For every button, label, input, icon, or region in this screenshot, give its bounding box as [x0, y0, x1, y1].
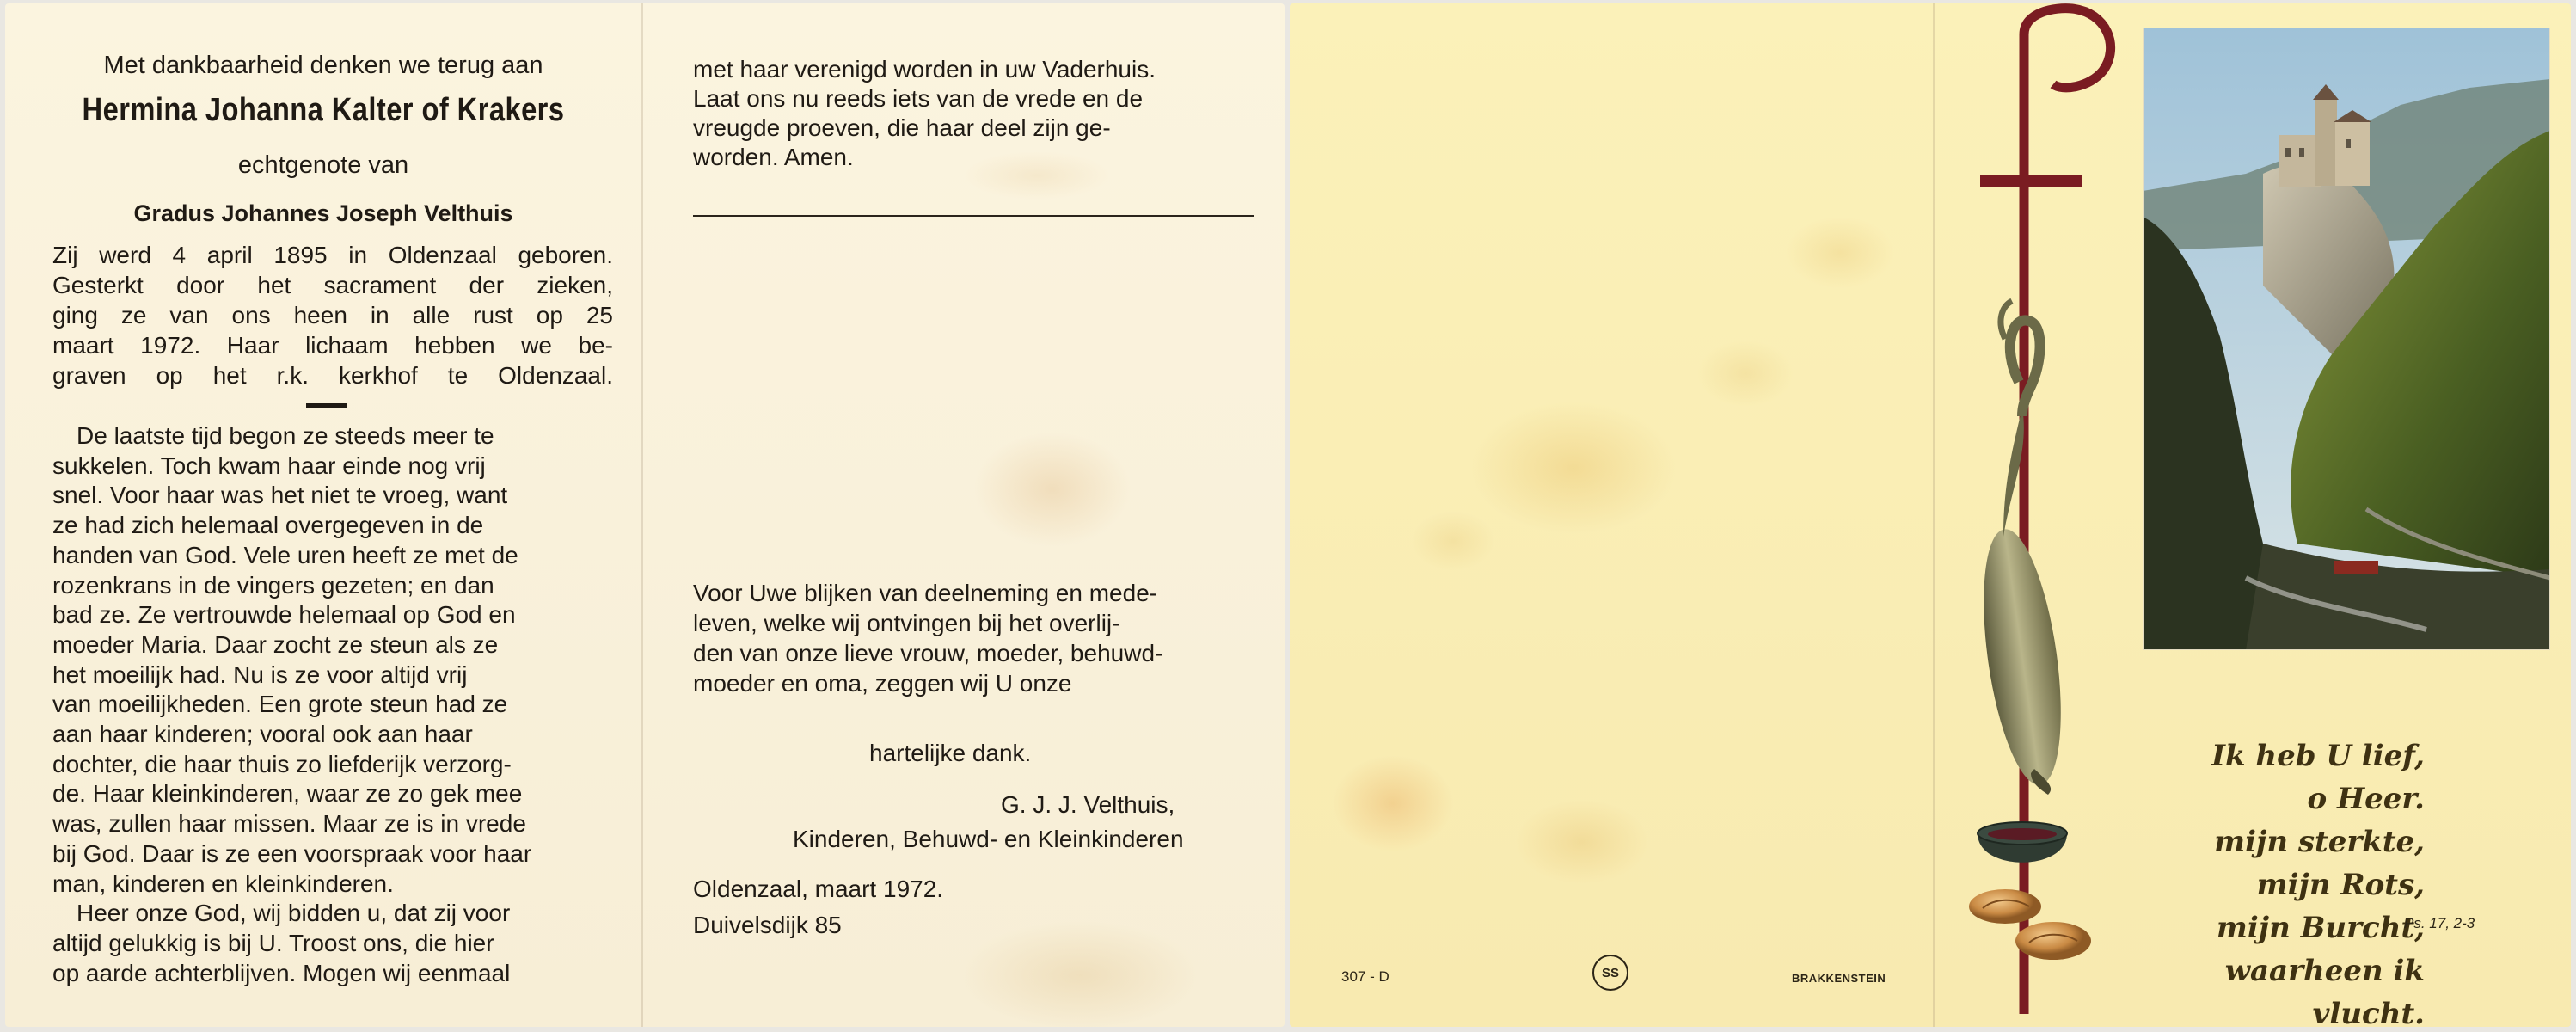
continuation-line: met haar verenigd worden in uw Vaderhuis. — [693, 56, 1156, 83]
body-line: bij God. Daar is ze een voorspraak voor haar — [52, 839, 532, 867]
separator-line — [693, 215, 1254, 217]
thanks-line: moeder en oma, zeggen wij U onze — [693, 670, 1072, 697]
spouse-intro: echtgenote van — [237, 151, 409, 179]
thanks-paragraph — [693, 578, 1260, 698]
body-line: het moeilijk had. Nu is ze voor altijd vrij — [52, 660, 468, 688]
continuation-paragraph — [693, 55, 1260, 172]
address: Duivelsdijk 85 — [693, 912, 842, 938]
card-fold — [641, 3, 643, 1027]
publisher-name: BRAKKENSTEIN — [1792, 972, 1886, 985]
memorial-card-text-side — [5, 3, 1285, 1027]
thanks-line: Voor Uwe blijken van deelneming en mede- — [693, 580, 1158, 606]
body-line: aan haar kinderen; vooral ook aan haar — [52, 721, 473, 748]
body-line: moeder Maria. Daar zocht ze steun als ze — [52, 630, 499, 658]
bio-line: Zij werd 4 april 1895 in Oldenzaal geboren. — [52, 242, 613, 268]
body-line: op aarde achterblijven. Mogen wij eenmaal — [52, 959, 511, 986]
verse-line: mijn Rots, mijn Burcht, — [2216, 868, 2425, 945]
body-line: man, kinderen en kleinkinderen. — [52, 869, 394, 897]
place-date: Oldenzaal, maart 1972. — [693, 875, 944, 902]
deceased-name: Hermina Johanna Kalter of Krakers — [82, 92, 565, 128]
memorial-card-picture-side — [1290, 3, 2571, 1027]
verse-line: Ik heb U lief, o Heer. — [2211, 739, 2425, 816]
thanks-closing: hartelijke dank. — [869, 740, 1032, 766]
bio-paragraph — [52, 240, 613, 390]
body-line: was, zullen haar missen. Maar ze is in vrede — [52, 810, 526, 838]
bio-line: Gesterkt door het sacrament der zieken, — [52, 272, 613, 298]
continuation-line: worden. Amen. — [693, 144, 854, 170]
body-line: altijd gelukkig is bij U. Troost ons, die hier — [52, 929, 494, 956]
signature: G. J. J. Velthuis, — [1001, 791, 1175, 818]
verse-reference: Ps. 17, 2-3 — [2404, 915, 2475, 931]
body-line: sukkelen. Toch kwam haar einde nog vrij — [52, 452, 486, 479]
body-line: Heer onze God, wij bidden u, dat zij voor — [77, 900, 511, 927]
bio-line: ging ze van ons heen in alle rust op 25 — [52, 302, 613, 329]
bio-line: maart 1972. Haar lichaam hebben we be- — [52, 332, 613, 359]
continuation-line: vreugde proeven, die haar deel zijn ge- — [693, 114, 1111, 141]
signature-family: Kinderen, Behuwd- en Kleinkinderen — [793, 826, 1184, 852]
body-line: de. Haar kleinkinderen, waar ze zo gek mee — [52, 780, 523, 808]
publisher-logo — [1592, 955, 1628, 991]
continuation-line: Laat ons nu reeds iets van de vrede en de — [693, 85, 1144, 112]
intro-text: Met dankbaarheid denken we terug aan — [103, 52, 543, 79]
crozier-symbol-illustration — [1952, 3, 2141, 1027]
body-line: van moeilijkheden. Een grote steun had ze — [52, 691, 508, 718]
body-line: bad ze. Ze vertrouwde helemaal op God en — [52, 601, 516, 629]
catalog-number: 307 - D — [1341, 968, 1389, 985]
divider — [306, 403, 347, 408]
body-paragraph — [52, 421, 613, 988]
body-line: dochter, die haar thuis zo liefderijk verzorg- — [52, 750, 512, 777]
publisher-logo-text: SS — [1601, 965, 1619, 980]
spouse-name: Gradus Johannes Joseph Velthuis — [133, 200, 513, 226]
body-line: rozenkrans in de vingers gezeten; en dan — [52, 571, 494, 599]
card-fold — [1933, 3, 1935, 1027]
verse — [2184, 734, 2425, 1027]
verse-line: waarheen ik vlucht. — [2224, 954, 2425, 1027]
thanks-line: den van onze lieve vrouw, moeder, behuwd- — [693, 640, 1163, 666]
body-line: De laatste tijd begon ze steeds meer te — [77, 422, 494, 449]
bio-line: graven op het r.k. kerkhof te Oldenzaal. — [52, 362, 613, 389]
body-line: snel. Voor haar was het niet te vroeg, want — [52, 482, 508, 509]
body-line: handen van God. Vele uren heeft ze met de — [52, 541, 518, 568]
thanks-line: leven, welke wij ontvingen bij het overlij- — [693, 610, 1120, 636]
verse-line: mijn sterkte, — [2214, 825, 2425, 859]
castle-photo — [2143, 28, 2550, 650]
body-line: ze had zich helemaal overgegeven in de — [52, 512, 484, 539]
